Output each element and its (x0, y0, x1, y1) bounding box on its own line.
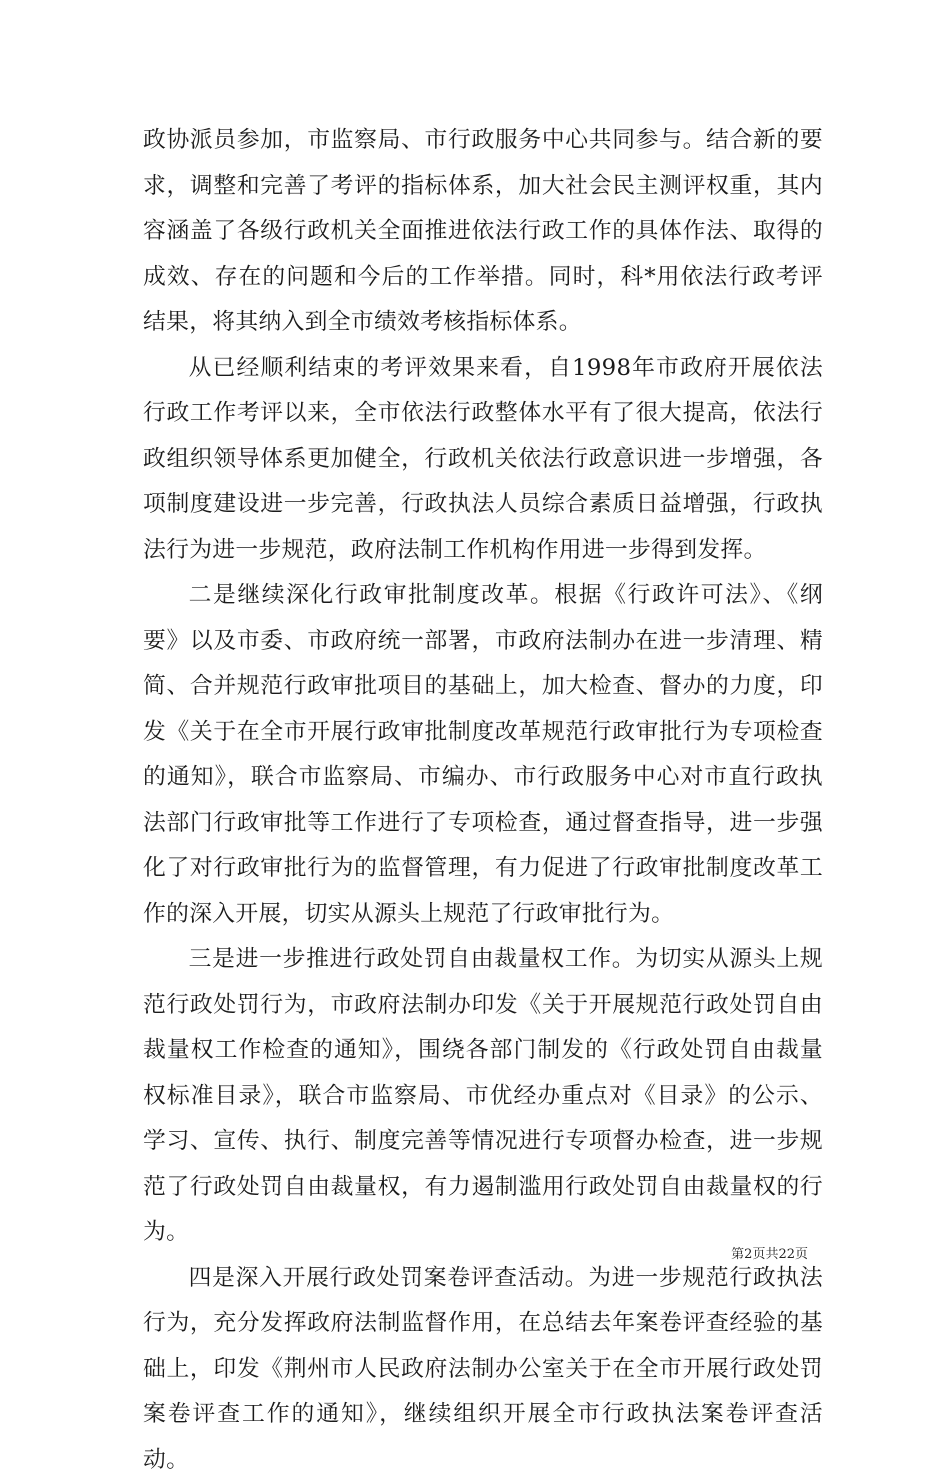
paragraph-approval-reform: 二是继续深化行政审批制度改革。根据《行政许可法》、《纲要》以及市委、市政府统一部署，市政府法制办在进一步清理、精简、合并规范行政审批项目的基础上，加大检查、督办的力度，印发《关于在全市开展行政审批制度改革规范行政审批行为专项检查的通知》，联合市监察局、市编办、市行政服务中心对市直行政执法部门行政审批等工作进行了专项检查，通过督查指导，进一步强化了对行政审批行为的监督管理，有力促进了行政审批制度改革工作的深入开展，切实从源头上规范了行政审批行为。 (143, 573, 823, 937)
paragraph-continuation: 政协派员参加，市监察局、市行政服务中心共同参与。结合新的要求，调整和完善了考评的指标体系，加大社会民主测评权重，其内容涵盖了各级行政机关全面推进依法行政工作的具体作法、取得的成效、存在的问题和今后的工作举措。同时，科*用依法行政考评结果，将其纳入到全市绩效考核指标体系。 (143, 118, 823, 346)
paragraph-evaluation-results: 从已经顺利结束的考评效果来看，自1998年市政府开展依法行政工作考评以来，全市依法行政整体水平有了很大提高，依法行政组织领导体系更加健全，行政机关依法行政意识进一步增强，各项制度建设进一步完善，行政执法人员综合素质日益增强，行政执法行为进一步规范，政府法制工作机构作用进一步得到发挥。 (143, 346, 823, 574)
paragraph-case-file-review: 四是深入开展行政处罚案卷评查活动。为进一步规范行政执法行为，充分发挥政府法制监督作用，在总结去年案卷评查经验的基础上，印发《荆州市人民政府法制办公室关于在全市开展行政处罚案卷评查工作的通知》，继续组织开展全市行政执法案卷评查活动。 (143, 1256, 823, 1483)
page-number: 第2页共22页 (731, 1246, 808, 1264)
paragraph-penalty-discretion: 三是进一步推进行政处罚自由裁量权工作。为切实从源头上规范行政处罚行为，市政府法制办印发《关于开展规范行政处罚自由裁量权工作检查的通知》，围绕各部门制发的《行政处罚自由裁量权标准目录》，联合市监察局、市优经办重点对《目录》的公示、学习、宣传、执行、制度完善等情况进行专项督办检查，进一步规范了行政处罚自由裁量权，有力遏制滥用行政处罚自由裁量权的行为。 (143, 937, 823, 1256)
document-body (143, 118, 823, 1483)
